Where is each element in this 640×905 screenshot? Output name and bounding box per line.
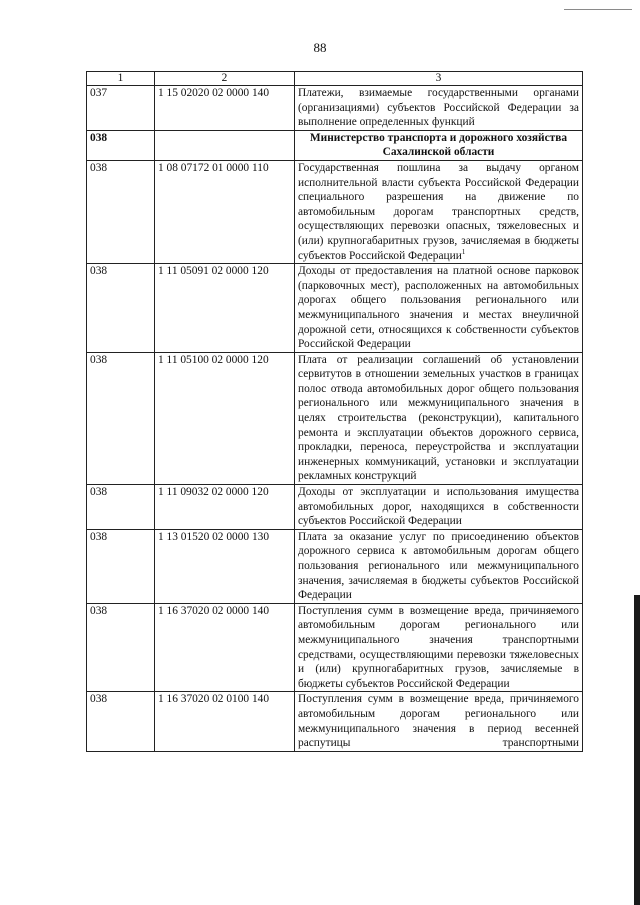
budget-code-cell: 1 08 07172 01 0000 110 [155, 160, 295, 263]
admin-code-cell: 038 [87, 603, 155, 692]
ministry-heading-row [87, 130, 583, 160]
footnote-marker: 1 [461, 247, 466, 256]
column-header-1: 1 [87, 72, 155, 86]
page-number: 88 [313, 40, 327, 55]
budget-code-cell: 1 16 37020 02 0100 140 [155, 692, 295, 751]
column-header-2: 2 [155, 72, 295, 86]
budget-code-cell: 1 16 37020 02 0000 140 [155, 603, 295, 692]
description-cell: Плата от реализации соглашений об установлении сервитутов в отношении земельных участков в границах полос отвода автомобильных дорог общего пользования регионального или межмуниципального значения в целях строительства (реконструкции), капитального ремонта и эксплуатации объектов дорожного сервиса, прокладки, переноса, переустройства и эксплуатации инженерных коммуникаций, установки и эксплуатации рекламных конструкций [295, 352, 583, 484]
budget-code-cell: 1 11 05091 02 0000 120 [155, 264, 295, 353]
revenue-codes-table [86, 71, 583, 752]
table-row [87, 86, 583, 131]
budget-code-cell: 1 13 01520 02 0000 130 [155, 529, 295, 603]
budget-code-cell: 1 15 02020 02 0000 140 [155, 86, 295, 131]
table-row [87, 352, 583, 484]
budget-code-cell [155, 130, 295, 160]
table-row [87, 529, 583, 603]
table-row [87, 603, 583, 692]
ministry-name-cell: Министерство транспорта и дорожного хозяйства Сахалинской области [295, 130, 583, 160]
scan-edge-mark [634, 595, 640, 905]
table-row [87, 160, 583, 263]
table-header-row [87, 72, 583, 86]
description-cell: Поступления сумм в возмещение вреда, причиняемого автомобильным дорогам регионального или межмуниципального значения в период весенней распутицы транспортными [295, 692, 583, 751]
description-text: Государственная пошлина за выдачу органом исполнительной власти субъекта Российской Федерации специального разрешения на движение по автомобильным дорогам транспортных средств, осуществляющих перевозки опасных, тяжеловесных и (или) крупногабаритных грузов, зачисляемая в бюджеты субъектов Российской Федерации [298, 161, 579, 262]
admin-code-cell: 038 [87, 529, 155, 603]
description-cell: Доходы от предоставления на платной основе парковок (парковочных мест), расположенных на автомобильных дорогах общего пользования регионального или межмуниципального значения и местах внеуличной дорожной сети, относящихся к собственности субъектов Российской Федерации [295, 264, 583, 353]
admin-code-cell: 037 [87, 86, 155, 131]
admin-code-cell: 038 [87, 692, 155, 751]
admin-code-cell: 038 [87, 485, 155, 530]
admin-code-cell: 038 [87, 264, 155, 353]
column-header-3: 3 [295, 72, 583, 86]
description-cell: Доходы от эксплуатации и использования имущества автомобильных дорог, находящихся в собственности субъектов Российской Федерации [295, 485, 583, 530]
description-cell: Плата за оказание услуг по присоединению объектов дорожного сервиса к автомобильным дорогам общего пользования регионального или межмуниципального значения, зачисляемая в бюджеты субъектов Российской Федерации [295, 529, 583, 603]
table-row [87, 485, 583, 530]
description-cell: Платежи, взимаемые государственными органами (организациями) субъектов Российской Федерации за выполнение определенных функций [295, 86, 583, 131]
description-cell [295, 160, 583, 263]
admin-code-cell: 038 [87, 352, 155, 484]
table-row [87, 264, 583, 353]
admin-code-cell: 038 [87, 160, 155, 263]
description-cell: Поступления сумм в возмещение вреда, причиняемого автомобильным дорогам регионального или межмуниципального значения транспортными средствами, осуществляющими перевозки тяжеловесных и (или) крупногабаритных грузов, зачисляемые в бюджеты субъектов Российской Федерации [295, 603, 583, 692]
admin-code-cell: 038 [87, 130, 155, 160]
table-row [87, 692, 583, 751]
scan-artifact-line [564, 9, 632, 10]
budget-code-cell: 1 11 05100 02 0000 120 [155, 352, 295, 484]
budget-code-cell: 1 11 09032 02 0000 120 [155, 485, 295, 530]
